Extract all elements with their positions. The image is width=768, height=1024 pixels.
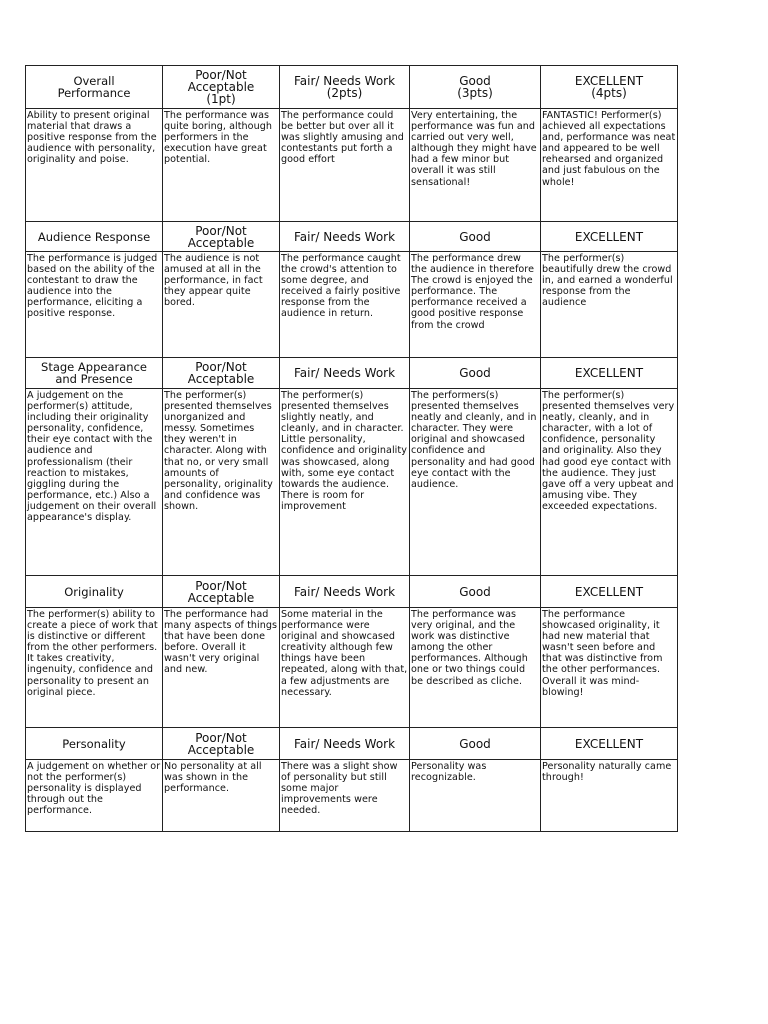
header-poor: Poor/Not Acceptable: [163, 358, 280, 389]
header-good: Good: [410, 358, 541, 389]
rubric-body: [26, 66, 678, 832]
rubric-description-row: [26, 389, 678, 576]
rubric-header-row: [26, 222, 678, 252]
description-excellent: Personality naturally came through!: [541, 760, 678, 832]
header-good: Good: [410, 576, 541, 608]
header-good: Good: [410, 222, 541, 252]
description-good: Personality was recognizable.: [410, 760, 541, 832]
description-poor: The audience is not amused at all in the performance, in fact they appear quite bored.: [163, 252, 280, 358]
description-poor: No personality at all was shown in the performance.: [163, 760, 280, 832]
description-criterion: Ability to present original material that draws a positive response from the audience with personality, originality and poise.: [26, 109, 163, 222]
header-excellent: EXCELLENT: [541, 728, 678, 760]
header-criterion: Originality: [26, 576, 163, 608]
description-criterion: A judgement on the performer(s) attitude, including their originality personality, confidence, their eye contact with the audience and professionalism (their reaction to mistakes, giggling during the performance, etc.) Also a judgement on their overall appearance's display.: [26, 389, 163, 576]
header-fair: Fair/ Needs Work: [280, 358, 410, 389]
header-criterion: Overall Performance: [26, 66, 163, 109]
description-poor: The performance had many aspects of things that have been done before. Overall it wasn't very original and new.: [163, 608, 280, 728]
header-good: Good: [410, 728, 541, 760]
description-excellent: The performer(s) beautifully drew the crowd in, and earned a wonderful response from the audience: [541, 252, 678, 358]
header-fair: Fair/ Needs Work: [280, 576, 410, 608]
header-excellent: EXCELLENT: [541, 222, 678, 252]
rubric-header-row: [26, 576, 678, 608]
header-fair: Fair/ Needs Work (2pts): [280, 66, 410, 109]
header-fair: Fair/ Needs Work: [280, 222, 410, 252]
rubric-table: [25, 65, 678, 832]
header-fair: Fair/ Needs Work: [280, 728, 410, 760]
description-excellent: The performance showcased originality, it had new material that wasn't seen before and that was distinctive from the other performances. Overall it was mind-blowing!: [541, 608, 678, 728]
description-good: The performance drew the audience in therefore The crowd is enjoyed the performance. The performance received a good positive response from the crowd: [410, 252, 541, 358]
header-excellent: EXCELLENT: [541, 358, 678, 389]
header-excellent: EXCELLENT (4pts): [541, 66, 678, 109]
rubric-description-row: [26, 252, 678, 358]
header-excellent: EXCELLENT: [541, 576, 678, 608]
header-poor: Poor/Not Acceptable: [163, 222, 280, 252]
rubric-description-row: [26, 608, 678, 728]
description-good: Very entertaining, the performance was fun and carried out very well, although they might have had a few minor but overall it was still sensational!: [410, 109, 541, 222]
description-criterion: A judgement on whether or not the performer(s) personality is displayed through out the performance.: [26, 760, 163, 832]
header-good: Good (3pts): [410, 66, 541, 109]
rubric-header-row: [26, 728, 678, 760]
description-poor: The performance was quite boring, although performers in the execution have great potential.: [163, 109, 280, 222]
rubric-description-row: [26, 760, 678, 832]
description-fair: The performance caught the crowd's attention to some degree, and received a fairly positive response from the audience in return.: [280, 252, 410, 358]
description-excellent: FANTASTIC! Performer(s) achieved all expectations and, performance was neat and appeared to be well rehearsed and organized and just fabulous on the whole!: [541, 109, 678, 222]
rubric-header-row: [26, 66, 678, 109]
header-poor: Poor/Not Acceptable: [163, 728, 280, 760]
rubric-header-row: [26, 358, 678, 389]
header-poor: Poor/Not Acceptable (1pt): [163, 66, 280, 109]
description-fair: The performer(s) presented themselves slightly neatly, and cleanly, and in character. Little personality, confidence and originality was showcased, along with, some eye contact towards the audience. There is room for improvement: [280, 389, 410, 576]
header-criterion: Stage Appearance and Presence: [26, 358, 163, 389]
description-criterion: The performance is judged based on the ability of the contestant to draw the audience into the performance, eliciting a positive response.: [26, 252, 163, 358]
description-criterion: The performer(s) ability to create a piece of work that is distinctive or different from the other performers. It takes creativity, ingenuity, confidence and personality to present an original piece.: [26, 608, 163, 728]
description-fair: There was a slight show of personality but still some major improvements were needed.: [280, 760, 410, 832]
header-poor: Poor/Not Acceptable: [163, 576, 280, 608]
description-good: The performers(s) presented themselves neatly and cleanly, and in character. They were original and showcased confidence and personality and had good eye contact with the audience.: [410, 389, 541, 576]
header-criterion: Audience Response: [26, 222, 163, 252]
description-poor: The performer(s) presented themselves unorganized and messy. Sometimes they weren't in character. Along with that no, or very small amounts of personality, originality and confidence was shown.: [163, 389, 280, 576]
description-fair: Some material in the performance were original and showcased creativity although few things have been repeated, along with that, a few adjustments are necessary.: [280, 608, 410, 728]
rubric-description-row: [26, 109, 678, 222]
description-fair: The performance could be better but over all it was slightly amusing and contestants put forth a good effort: [280, 109, 410, 222]
description-good: The performance was very original, and the work was distinctive among the other performances. Although one or two things could be described as cliche.: [410, 608, 541, 728]
header-criterion: Personality: [26, 728, 163, 760]
description-excellent: The performer(s) presented themselves very neatly, cleanly, and in character, with a lot of confidence, personality and originality. Also they had good eye contact with the audience. They just gave off a very upbeat and amusing vibe. They exceeded expectations.: [541, 389, 678, 576]
